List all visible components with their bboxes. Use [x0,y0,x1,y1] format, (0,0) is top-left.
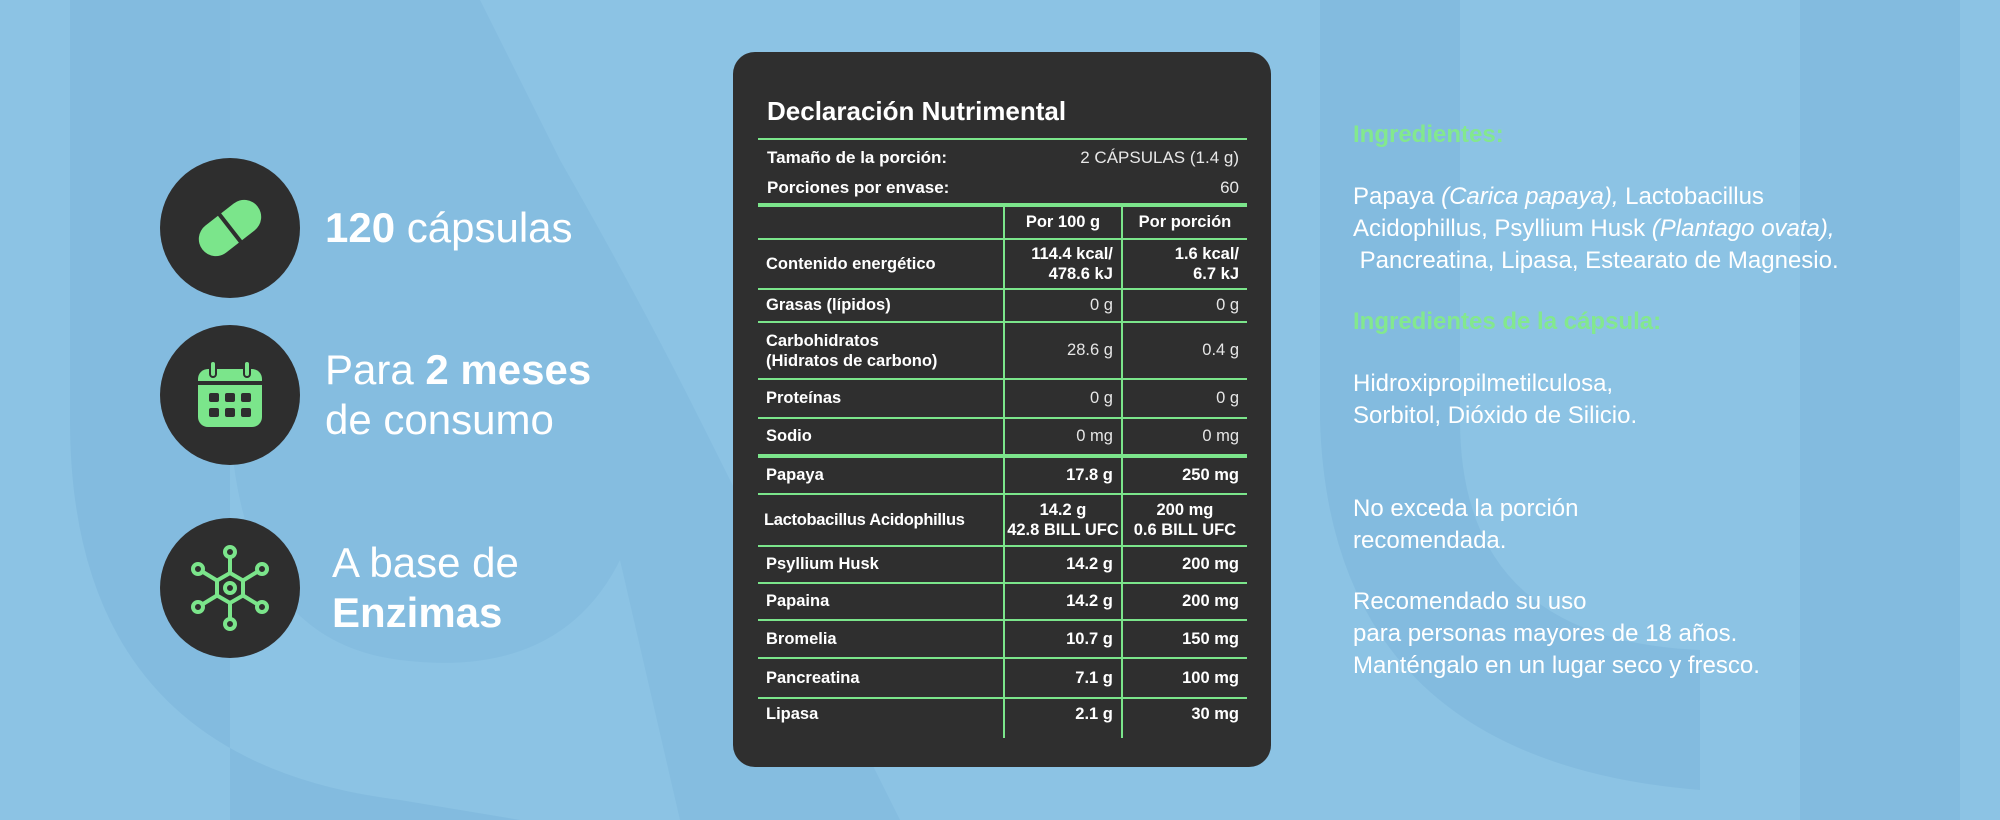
table-row: Psyllium Husk 14.2 g 200 mg [758,546,1247,583]
feature-capsules [160,158,573,298]
table-row: Proteínas 0 g 0 g [758,379,1247,418]
portion-warning: No exceda la porción recomendada. [1353,495,1579,554]
divider [758,138,1247,140]
feature-capsules-text: 120 cápsulas [325,204,573,251]
capsule-ingredients-text: Hidroxipropilmetilculosa, Sorbitol, Dióxido de Silicio. [1353,370,1638,429]
capsule-ingredients-heading: Ingredientes de la cápsula: [1353,308,1662,335]
serving-size-row: Tamaño de la porción: 2 CÁPSULAS (1.4 g) [767,148,1239,167]
molecule-icon [160,518,300,658]
table-row: Papaina 14.2 g 200 mg [758,583,1247,620]
table-row: Lactobacillus Acidophillus 14.2 g 42.8 BILL UFC 200 mg 0.6 BILL UFC [758,494,1247,546]
ingredients-text: Papaya (Carica papaya), Lactobacillus Acidophillus, Psyllium Husk (Plantago ovata), Pancreatina, Lipasa, Estearato de Magnesio. [1353,183,1839,274]
servings-row: Porciones por envase: 60 [767,178,1239,197]
col-per100: Por 100 g [1004,206,1122,239]
nutrition-table [758,206,1247,738]
calendar-icon [160,325,300,465]
table-row: Carbohidratos (Hidratos de carbono) 28.6 g 0.4 g [758,322,1247,379]
nutrition-facts-card [733,52,1271,767]
feature-duration-text: Para 2 meses de consumo [325,346,592,443]
table-row: Lipasa 2.1 g 30 mg [758,698,1247,738]
card-title: Declaración Nutrimental [767,96,1067,126]
col-perserving: Por porción [1122,206,1247,239]
table-row: Grasas (lípidos) 0 g 0 g [758,289,1247,322]
ingredients-heading: Ingredientes: [1353,121,1504,148]
table-row: Pancreatina 7.1 g 100 mg [758,658,1247,698]
feature-enzymes-text: A base de Enzimas [332,539,519,636]
table-header-row [758,206,1247,239]
table-row: Papaya 17.8 g 250 mg [758,456,1247,494]
feature-enzymes [160,518,519,658]
table-row: Bromelia 10.7 g 150 mg [758,620,1247,658]
table-row: Sodio 0 mg 0 mg [758,418,1247,456]
usage-recommendation: Recomendado su uso para personas mayores de 18 años. Manténgalo en un lugar seco y fresco. [1353,588,1760,679]
capsule-icon [160,158,300,298]
feature-duration [160,325,591,465]
table-row: Contenido energético 114.4 kcal/ 478.6 kJ 1.6 kcal/ 6.7 kJ [758,239,1247,289]
